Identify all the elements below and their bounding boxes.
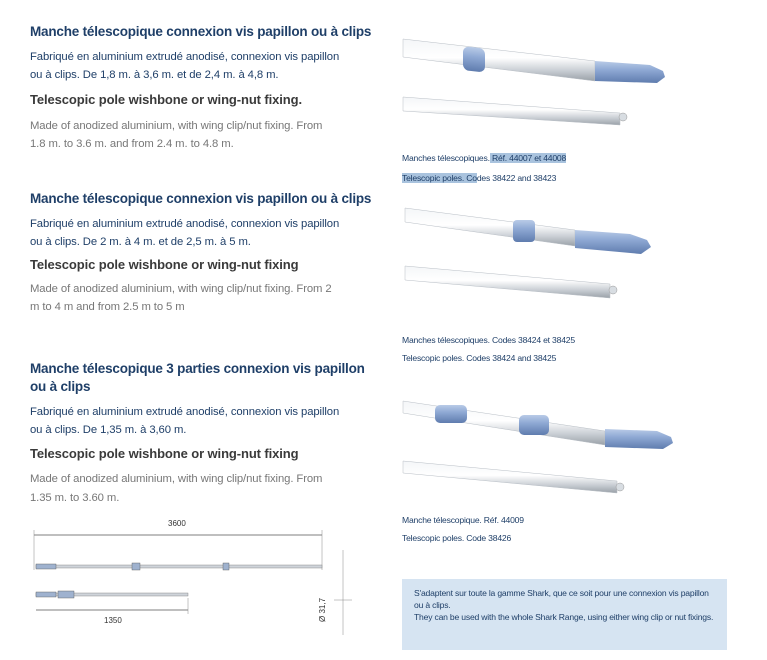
section1-desc-fr-2: ou à clips. De 1,8 m. à 3,6 m. et de 2,4 m. à 4,8 m. — [30, 69, 279, 81]
section1-title-en: Telescopic pole wishbone or wing-nut fixing. — [30, 92, 302, 107]
caption1-en: Telescopic poles. Codes 38422 and 38423 — [402, 173, 557, 183]
caption2-fr: Manches télescopiques. Codes 38424 et 38425 — [402, 335, 575, 345]
caption1-fr: Manches télescopiques. Réf. 44007 et 44008 — [402, 153, 567, 163]
section1-desc-en-1: Made of anodized aluminium, with wing clip/nut fixing. From — [30, 120, 323, 132]
length-label-3600: 3600 — [168, 519, 186, 528]
note-fr: S'adaptent sur toute la gamme Shark, que ce soit pour une connexion vis papillon ou à clips. — [414, 588, 709, 610]
length-label-1350: 1350 — [104, 616, 122, 625]
compatibility-note — [402, 579, 727, 650]
pole-illustration-2 — [395, 200, 685, 325]
section2-desc-en-1: Made of anodized aluminium, with wing clip/nut fixing. From 2 — [30, 283, 332, 295]
caption3-fr: Manche télescopique. Réf. 44009 — [402, 515, 524, 525]
section2-title-fr: Manche télescopique connexion vis papillon ou à clips — [30, 191, 372, 206]
section1-desc-fr-1: Fabriqué en aluminium extrudé anodisé, connexion vis papillon — [30, 51, 340, 63]
section3-title-fr-2: ou à clips — [30, 379, 91, 394]
dimension-diagram — [20, 510, 365, 650]
caption2-en: Telescopic poles. Codes 38424 and 38425 — [402, 353, 557, 363]
pole-illustration-3 — [395, 395, 685, 505]
diameter-label: Ø 31,7 — [318, 597, 327, 622]
section2-title-en: Telescopic pole wishbone or wing-nut fixing — [30, 257, 299, 272]
section1-title-fr: Manche télescopique connexion vis papillon ou à clips — [30, 24, 372, 39]
section3-desc-en-1: Made of anodized aluminium, with wing clip/nut fixing. From — [30, 473, 323, 485]
section3-title-en: Telescopic pole wishbone or wing-nut fixing — [30, 446, 299, 461]
section3-desc-fr-1: Fabriqué en aluminium extrudé anodisé, connexion vis papillon — [30, 406, 340, 418]
section1-desc-en-2: 1.8 m. to 3.6 m. and from 2.4 m. to 4.8 m. — [30, 138, 234, 150]
pole-illustration-1 — [395, 25, 685, 150]
section2-desc-fr-1: Fabriqué en aluminium extrudé anodisé, connexion vis papillon — [30, 218, 340, 230]
section2-desc-en-2: m to 4 m and from 2.5 m to 5 m — [30, 301, 185, 313]
section2-desc-fr-2: ou à clips. De 2 m. à 4 m. et de 2,5 m. à 5 m. — [30, 236, 251, 248]
section3-title-fr-1: Manche télescopique 3 parties connexion vis papillon — [30, 361, 365, 376]
section3-desc-fr-2: ou à clips. De 1,35 m. à 3,60 m. — [30, 424, 187, 436]
caption3-en: Telescopic poles. Code 38426 — [402, 533, 512, 543]
note-en: They can be used with the whole Shark Range, using either wing clip or nut fixings. — [414, 612, 714, 622]
section3-desc-en-2: 1.35 m. to 3.60 m. — [30, 492, 120, 504]
